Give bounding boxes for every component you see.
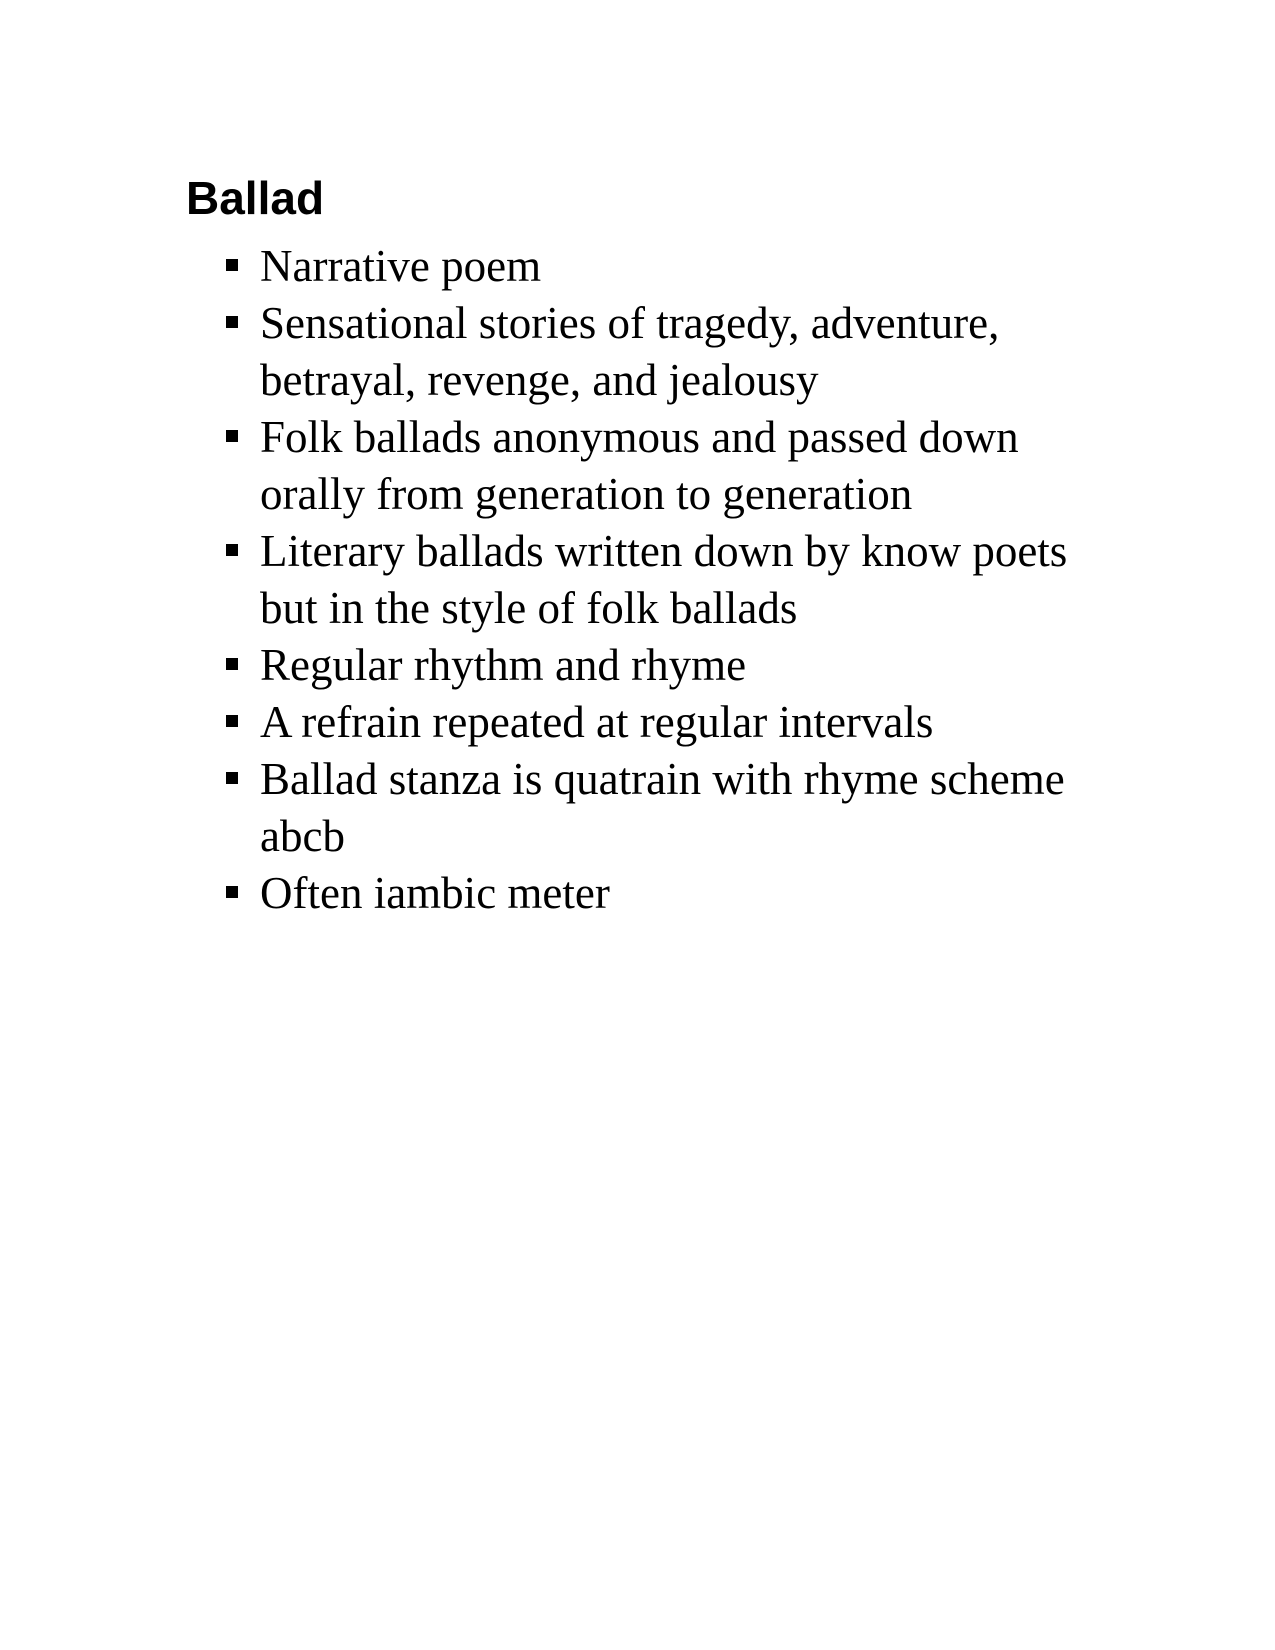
bullet-text: Often iambic meter bbox=[260, 868, 610, 918]
bullet-item-stanza bbox=[226, 751, 1126, 865]
bullet-list bbox=[226, 238, 1126, 922]
bullet-item-sensational bbox=[226, 295, 1126, 409]
square-bullet-icon bbox=[226, 886, 238, 898]
bullet-text: Narrative poem bbox=[260, 241, 542, 291]
square-bullet-icon bbox=[226, 430, 238, 442]
bullet-text: Regular rhythm and rhyme bbox=[260, 640, 747, 690]
square-bullet-icon bbox=[226, 316, 238, 328]
bullet-item-meter bbox=[226, 865, 1126, 922]
bullet-item-refrain bbox=[226, 694, 1126, 751]
square-bullet-icon bbox=[226, 715, 238, 727]
page-title: Ballad bbox=[186, 172, 325, 224]
square-bullet-icon bbox=[226, 544, 238, 556]
bullet-text: Folk ballads anonymous and passed down orally from generation to generation bbox=[260, 412, 1019, 519]
bullet-text: A refrain repeated at regular intervals bbox=[260, 697, 934, 747]
bullet-item-rhythm bbox=[226, 637, 1126, 694]
bullet-item-folk bbox=[226, 409, 1126, 523]
bullet-item-literary bbox=[226, 523, 1126, 637]
bullet-item-narrative bbox=[226, 238, 1126, 295]
bullet-text: Literary ballads written down by know poets but in the style of folk ballads bbox=[260, 526, 1068, 633]
bullet-text: Ballad stanza is quatrain with rhyme scheme abcb bbox=[260, 754, 1065, 861]
bullet-text: Sensational stories of tragedy, adventure, betrayal, revenge, and jealousy bbox=[260, 298, 1000, 405]
square-bullet-icon bbox=[226, 658, 238, 670]
square-bullet-icon bbox=[226, 259, 238, 271]
square-bullet-icon bbox=[226, 772, 238, 784]
